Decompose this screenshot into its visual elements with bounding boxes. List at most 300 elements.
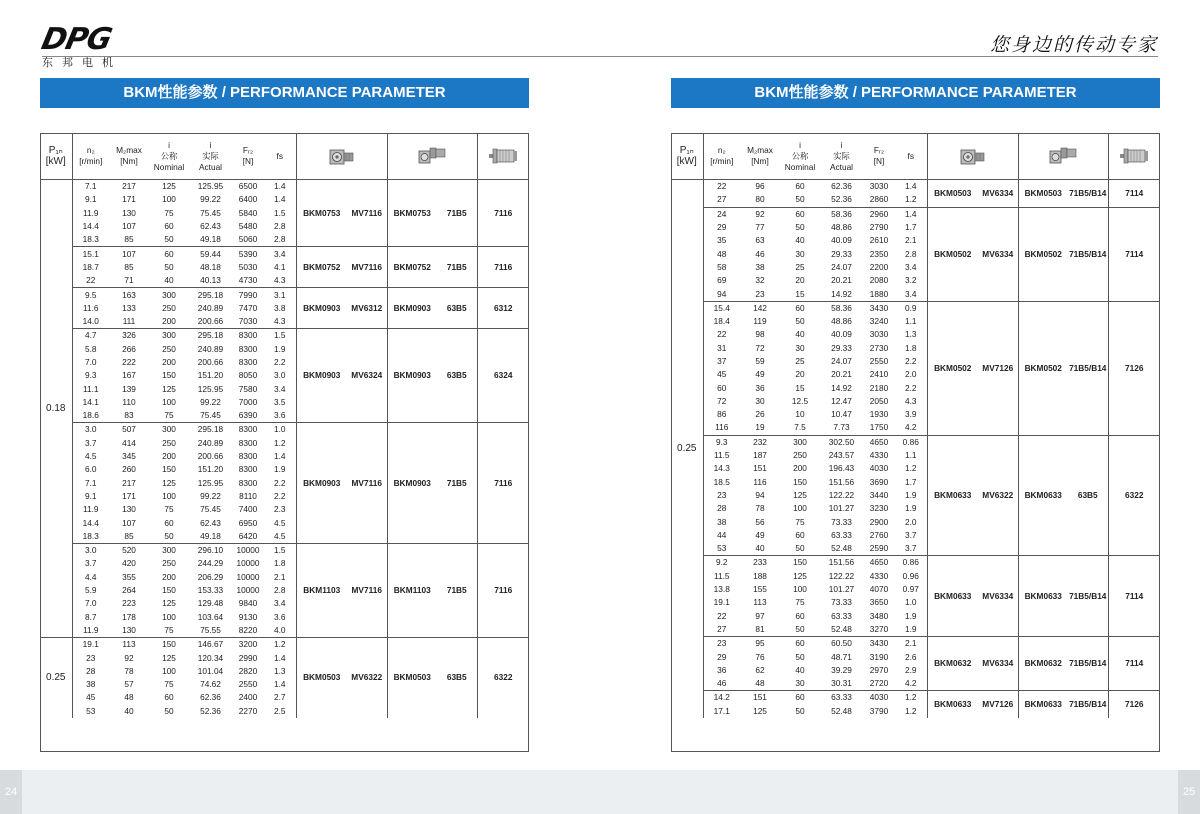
data-cell: 3030 [863,180,895,194]
data-cell: 2.2 [264,490,296,503]
data-cell: 0.9 [895,301,927,315]
slogan: 您身边的传动专家 [989,34,1158,56]
header-divider [42,56,1158,57]
data-cell: 4650 [863,435,895,449]
data-cell: 60 [780,691,820,705]
company-logo [38,22,122,70]
data-cell: 196.43 [828,463,855,474]
col-radial-load-unit: [N] [873,156,885,166]
flange-cell: 71B5/B14 [1068,180,1108,208]
data-cell: 1.7 [895,221,927,234]
data-cell: 75.45 [200,504,221,515]
data-cell: 1.4 [895,180,927,194]
data-cell: 24.07 [831,356,852,366]
data-cell: 26 [755,409,765,420]
model2-cell: BKM0502 [1018,207,1068,301]
data-cell: 48.18 [200,261,221,272]
flange-cell: 71B5/B14 [1068,556,1108,637]
data-cell: 0.97 [895,583,927,596]
flange-cell: 63B5 [437,638,477,718]
data-cell: 50 [795,222,805,233]
data-cell: 10000 [236,558,260,569]
power-cell: 0.25 [40,638,72,718]
data-cell: 3480 [869,610,889,621]
data-cell: 4330 [869,450,889,461]
data-cell: 200.66 [197,316,224,327]
data-cell: 2400 [238,692,258,703]
left-banner: BKM性能参数 / PERFORMANCE PARAMETER [40,78,529,108]
data-cell: 3.4 [895,261,927,274]
data-cell: 45 [717,369,727,380]
data-cell: 1.9 [895,610,927,623]
motor-cell: MV7126 [978,691,1018,718]
data-cell: 3.4 [264,247,296,261]
page-number-right: 25 [1178,770,1200,814]
data-cell: 75 [795,516,805,527]
data-cell: 20.21 [831,369,852,380]
data-cell: 150 [162,370,176,381]
data-cell: 9840 [238,598,258,609]
col-radial-load-unit: [N] [242,156,254,166]
data-cell: 101.27 [828,503,855,514]
data-cell: 11.9 [82,624,99,635]
col-torque-label: M₂max [747,145,773,155]
motor-cell: MV7116 [347,544,387,638]
col-ratio-actual-en: Actual [198,161,223,172]
data-cell: 3030 [869,329,889,340]
model-cell: BKM0903 [296,423,347,544]
data-cell: 300 [149,544,189,558]
data-cell: 4.2 [895,677,927,691]
col-radial-load-label: Fᵣ₂ [873,145,885,155]
data-cell: 50 [795,194,805,205]
data-cell: 4650 [863,556,895,570]
data-cell: 10000 [236,585,260,596]
data-cell: 3.6 [264,409,296,423]
data-cell: 28 [717,503,727,514]
model2-cell: BKM0503 [387,638,437,718]
data-cell: 119 [753,316,767,327]
data-cell: 4.0 [264,624,296,638]
logo-mark: DPG [38,22,115,57]
col-ratio-nominal-symbol: i [799,139,801,150]
data-cell: 24 [703,207,740,221]
data-cell: 266 [122,343,136,354]
col-power-unit: [kW] [676,156,697,167]
data-cell: 3240 [869,316,889,327]
data-cell: 507 [109,423,149,437]
data-cell: 58.36 [820,207,863,221]
data-cell: 23 [86,652,96,663]
data-cell: 243.57 [828,450,855,461]
data-cell: 9.2 [703,556,740,570]
data-cell: 0.86 [895,556,927,570]
data-cell: 5.9 [84,585,97,596]
model2-cell: BKM0903 [387,423,437,544]
flange-cell: 71B5/B14 [1068,691,1108,718]
data-cell: 5840 [238,207,258,218]
data-cell: 142 [740,301,780,315]
data-cell: 4.1 [264,261,296,274]
data-cell: 78 [124,665,134,676]
data-cell: 2270 [238,705,258,716]
data-cell: 1.9 [895,489,927,502]
data-cell: 2050 [869,395,889,406]
data-cell: 19.1 [713,597,730,608]
data-cell: 7.5 [794,422,806,433]
data-cell: 85 [124,261,134,272]
data-cell: 295.18 [189,423,232,437]
data-cell: 14.1 [82,396,99,407]
data-cell: 58 [717,261,727,272]
data-cell: 1.1 [895,449,927,462]
data-cell: 6500 [232,180,264,194]
data-cell: 18.5 [713,476,730,487]
data-cell: 83 [124,410,134,421]
data-cell: 139 [122,383,136,394]
flange-cell: 63B5 [437,329,477,423]
data-cell: 15.4 [703,301,740,315]
data-cell: 3.7 [84,437,97,448]
data-cell: 420 [122,558,136,569]
data-cell: 3.5 [264,396,296,409]
data-cell: 100 [162,490,176,501]
data-cell: 100 [162,665,176,676]
data-cell: 14.0 [82,316,99,327]
data-cell: 3430 [863,301,895,315]
data-cell: 4730 [238,275,258,286]
data-cell: 23 [703,637,740,651]
data-cell: 71 [124,275,134,286]
data-cell: 23 [717,489,727,500]
data-cell: 178 [122,611,136,622]
model2-cell: BKM0752 [387,247,437,288]
data-cell: 96 [740,180,780,194]
motor-code-cell: 7126 [1108,691,1160,718]
page-number-left: 24 [0,770,22,814]
data-cell: 18.4 [713,316,730,327]
data-cell: 151 [753,463,767,474]
data-cell: 3.4 [895,287,927,301]
data-cell: 11.5 [713,450,730,461]
data-cell: 1.9 [264,463,296,476]
data-cell: 107 [122,221,136,232]
col-ratio-nominal [780,133,820,180]
data-cell: 167 [122,370,136,381]
data-cell: 7.0 [84,357,97,367]
data-cell: 1.2 [895,462,927,475]
data-cell: 11.6 [82,302,99,313]
data-cell: 53 [717,543,727,554]
data-cell: 75.55 [200,624,221,635]
data-cell: 125 [162,598,176,609]
data-cell: 18.3 [82,234,99,245]
data-cell: 40 [795,235,805,246]
data-cell: 232 [740,435,780,449]
model-cell: BKM0503 [927,180,978,208]
data-cell: 15 [795,382,805,393]
data-cell: 260 [122,464,136,475]
data-cell: 9.1 [84,490,97,501]
data-cell: 75 [795,597,805,608]
data-cell: 20 [795,275,805,286]
data-cell: 50 [795,316,805,327]
data-cell: 2900 [869,516,889,527]
data-cell: 69 [717,275,727,286]
data-cell: 48 [124,692,134,703]
data-cell: 1.2 [264,638,296,652]
table-row [40,180,529,194]
data-cell: 1.2 [895,691,927,705]
data-cell: 2960 [863,207,895,221]
data-cell: 3.7 [84,558,97,569]
data-cell: 30 [755,395,765,406]
data-cell: 75 [164,624,174,635]
flange-cell: 71B5 [437,423,477,544]
data-cell: 125.95 [197,383,224,394]
data-cell: 85 [124,530,134,541]
data-cell: 1.7 [895,476,927,489]
data-cell: 233 [740,556,780,570]
motor-icon [1108,133,1160,180]
data-cell: 15.1 [72,247,109,261]
data-cell: 5030 [238,261,258,272]
data-cell: 8300 [232,423,264,437]
col-service-factor [264,133,296,180]
motor-cell: MV7116 [347,247,387,288]
data-cell: 4.5 [264,516,296,529]
data-cell: 14.4 [82,517,99,528]
data-cell: 11.9 [82,504,99,515]
data-cell: 40.09 [831,235,852,246]
data-cell: 4.4 [84,571,97,582]
data-cell: 5060 [238,234,258,245]
col-speed-unit: [r/min] [79,156,103,166]
motor-cell: MV6322 [347,638,387,718]
data-cell: 10000 [232,544,264,558]
motor-cell: MV6322 [978,435,1018,556]
col-torque [109,133,149,180]
data-cell: 200.66 [197,451,224,462]
data-cell: 24.07 [831,261,852,272]
data-cell: 7990 [232,288,264,302]
data-cell: 2550 [869,356,889,366]
data-cell: 92 [124,652,134,663]
data-cell: 95 [740,637,780,651]
data-cell: 3190 [869,651,889,662]
data-cell: 2760 [869,529,889,540]
col-ratio-actual [820,133,863,180]
model-cell: BKM0502 [927,207,978,301]
data-cell: 1.1 [895,315,927,328]
data-cell: 62.43 [200,221,221,232]
data-cell: 14.3 [713,463,730,474]
data-cell: 48 [717,248,727,259]
data-cell: 38 [717,516,727,527]
data-cell: 116 [715,422,729,433]
data-cell: 2180 [869,382,889,393]
motor-cell: MV6334 [978,556,1018,637]
data-cell: 1.4 [895,207,927,221]
data-cell: 250 [162,343,176,354]
data-cell: 94 [717,288,727,299]
data-cell: 4.3 [264,274,296,288]
data-cell: 4030 [869,463,889,474]
col-ratio-nominal-symbol: i [168,139,170,150]
data-cell: 150 [793,476,807,487]
reducer-flange-icon [387,133,477,180]
data-cell: 52.48 [831,705,852,716]
data-cell: 188 [753,570,767,581]
data-cell: 52.48 [831,623,852,634]
data-cell: 146.67 [189,638,232,652]
data-cell: 171 [122,194,136,205]
col-speed [703,133,740,180]
data-cell: 50 [795,543,805,554]
data-cell: 36 [755,382,765,393]
data-cell: 4.7 [72,329,109,343]
data-cell: 23 [755,288,765,299]
data-cell: 125 [753,705,767,716]
data-cell: 27 [717,194,727,205]
col-radial-load [863,133,895,180]
motor-code-cell: 7116 [477,247,529,288]
motor-cell: MV6312 [347,288,387,329]
data-cell: 30 [795,342,805,353]
data-cell: 1.5 [264,207,296,220]
data-cell: 171 [122,490,136,501]
data-cell: 77 [755,222,765,233]
data-cell: 50 [164,261,174,272]
data-cell: 46 [755,248,765,259]
data-cell: 414 [122,437,136,448]
power-cell: 0.25 [671,180,703,718]
motor-code-cell: 7114 [1108,637,1160,691]
model-cell: BKM0632 [927,637,978,691]
col-service-factor [895,133,927,180]
data-cell: 2860 [869,194,889,205]
data-cell: 125 [162,477,176,488]
data-cell: 73.33 [831,597,852,608]
data-cell: 44 [717,529,727,540]
col-power-label: P₁ₙ [679,145,694,156]
data-cell: 63.33 [820,691,863,705]
data-cell: 4.3 [264,315,296,329]
data-cell: 49.18 [200,234,221,245]
data-cell: 1880 [869,288,889,299]
model2-cell: BKM0903 [387,288,437,329]
data-cell: 295.18 [189,329,232,343]
data-cell: 1.0 [895,596,927,609]
data-cell: 295.18 [189,288,232,302]
data-cell: 2080 [869,275,889,286]
data-cell: 19 [755,422,765,433]
data-cell: 125 [162,383,176,394]
data-cell: 2820 [238,665,258,676]
data-cell: 100 [162,611,176,622]
data-cell: 150 [162,464,176,475]
data-cell: 240.89 [197,343,224,354]
data-cell: 8.7 [84,611,97,622]
data-cell: 153.33 [197,585,224,596]
data-cell: 59.44 [189,247,232,261]
data-cell: 75 [164,679,174,690]
data-cell: 2990 [238,652,258,663]
data-cell: 3790 [869,705,889,716]
data-cell: 62.36 [200,692,221,703]
data-cell: 355 [122,571,136,582]
data-cell: 3.0 [264,369,296,382]
data-cell: 60 [780,301,820,315]
data-cell: 296.10 [189,544,232,558]
data-cell: 250 [793,450,807,461]
data-cell: 75.45 [200,410,221,421]
data-cell: 50 [795,623,805,634]
power-cell: 0.18 [40,180,72,638]
data-cell: 1.8 [264,557,296,570]
data-cell: 57 [124,679,134,690]
col-radial-load-label: Fᵣ₂ [242,145,254,155]
data-cell: 74.62 [200,679,221,690]
data-cell: 73.33 [831,516,852,527]
data-cell: 12.5 [791,395,809,406]
data-cell: 40 [795,664,805,675]
data-cell: 100 [162,194,176,205]
data-cell: 300 [149,423,189,437]
data-cell: 39.29 [831,664,852,675]
data-cell: 94 [755,489,765,500]
data-cell: 28 [86,665,96,676]
data-cell: 3.9 [895,408,927,421]
data-cell: 200 [793,463,807,474]
data-cell: 163 [109,288,149,302]
flange-cell: 71B5/B14 [1068,637,1108,691]
model2-cell: BKM0903 [387,329,437,423]
data-cell: 3230 [869,503,889,514]
data-cell: 99.22 [200,490,221,501]
data-cell: 200.66 [197,357,224,367]
data-cell: 4.5 [84,451,97,462]
data-cell: 2.2 [895,381,927,394]
data-cell: 300 [149,329,189,343]
col-ratio-nominal [149,133,189,180]
data-cell: 1.4 [264,193,296,206]
data-cell: 2.7 [264,691,296,704]
data-cell: 8300 [238,464,258,475]
data-cell: 48.86 [831,222,852,233]
data-cell: 53 [86,705,96,716]
data-cell: 60 [795,529,805,540]
col-speed-label: n₂ [717,145,726,155]
data-cell: 1.5 [264,329,296,343]
data-cell: 200 [162,357,176,367]
data-cell: 150 [162,585,176,596]
model-cell: BKM0752 [296,247,347,288]
data-cell: 107 [122,517,136,528]
flange-cell: 71B5 [437,544,477,638]
data-cell: 5480 [238,221,258,232]
data-cell: 60 [780,207,820,221]
data-cell: 2.1 [895,234,927,247]
col-speed-unit: [r/min] [710,156,734,166]
left-performance-table [40,133,529,718]
data-cell: 7.0 [84,598,97,609]
col-power-label: P₁ₙ [48,145,63,156]
data-cell: 36 [717,664,727,675]
data-cell: 1.3 [264,665,296,678]
data-cell: 100 [162,396,176,407]
data-cell: 29 [717,222,727,233]
